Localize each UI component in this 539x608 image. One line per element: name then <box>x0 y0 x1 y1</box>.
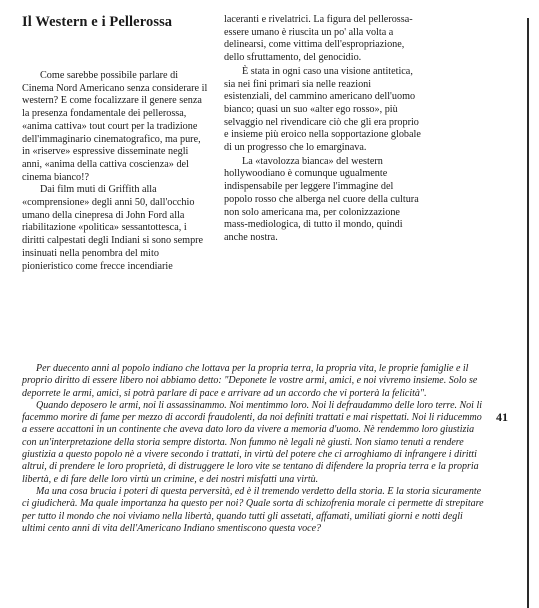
right-column <box>224 14 421 245</box>
right-paragraph-3: La «tavolozza bianca» del western hollywoodiano è comunque ugualmente indispensabile per leggere l'immagine del popolo rosso che alberga nel cuore della cultura non solo americana ma, per colonizzazione mass-mediologica, di tutto il mondo, quindi anche nostra. <box>224 155 419 243</box>
right-paragraph-1: laceranti e rivelatrici. La figura del pellerossa-essere umano è riuscita un po' alla volta a delinearsi, come vittima dell'espropriazione, dello sfruttamento, del genocidio. <box>224 14 413 64</box>
margin-rule <box>527 18 529 608</box>
article-title: Il Western e i Pellerossa <box>22 14 173 30</box>
quote-paragraph-1: Per duecento anni al popolo indiano che lottava per la propria terra, la propria vita, le proprie famiglie e il proprio diritto di essere libero noi abbiamo detto: "Deponete le vostre armi, amici, e noi vivremo insieme. Solo se deporrete le armi, amici, si potrà parlare di pace e arrivare ad un accordo che vi porterà la felicità". <box>22 363 478 399</box>
left-column <box>22 70 210 273</box>
quote-paragraph-3: Ma una cosa brucia i poteri di questa perversità, ed è il tremendo verdetto della storia. E la storia sicuramente ci giudicherà. Ma quale importanza ha questo per noi? Quale sorta di schizofrenia morale ci permette di strepitare per tutto il mondo che noi viviamo nella libertà, quando tutti gli assetati, affamati, umiliati giorni e notti degli ultimi cento anni di vita dell'Americano Indiano smentiscono questa voce? <box>22 485 484 534</box>
quote-paragraph-2: Quando deposero le armi, noi li assassinammo. Noi mentimmo loro. Noi li defraudammo delle loro terre. Noi li facemmo morire di fame per mezzo di accordi fraudolenti, da noi definiti trattati e mai rispettati. Noi li riducemmo a essere accattoni in un continente che aveva dato loro da vivere a memoria d'uomo. Nè rendemmo loro giustizia con un'interpretazione della storia sempre distorta. Non fummo nè legali nè giusti. Non siamo tenuti a rendere giustizia a questo popolo nè a vivere secondo i trattati, in virtù del potere che ci arroghiamo di infrangere i diritti altrui, di prendere le loro proprietà, di distruggere le loro vite se tentano di difendere la propria terra e la propria libertà, e di fare delle loro virtù un crimine, e dei nostri misfatti una virtù. <box>22 399 483 485</box>
left-paragraph-1: Come sarebbe possibile parlare di Cinema Nord Americano senza considerare il western? E come focalizzare il genere senza la presenza fondamentale dei pellerossa, «anima cattiva» tout court per la tradizione dell'immaginario cinematografico, ma pure, in «riserve» espressive disseminate negli anni, «anima della cattiva coscienza» del cinema bianco!? <box>22 70 208 183</box>
quote-block <box>22 363 486 535</box>
right-paragraph-2: È stata in ogni caso una visione antitetica, sia nei fini primari sia nelle reazioni esistenziali, del cammino americano dell'uomo bianco; quasi un suo «alter ego rosso», più selvaggio nel rivendicare ciò che gli era proprio e insieme più eroico nella sopportazione globale di un progresso che lo emarginava. <box>224 65 421 154</box>
page-number: 41 <box>496 410 508 424</box>
left-paragraph-2: Dai film muti di Griffith alla «comprensione» degli anni 50, dall'occhio umano della cinepresa di John Ford alla riabilitazione «politica» sessantottesca, i diritti calpestati degli Indiani si sono sempre insinuati nella penombra del mito pionieristico come frecce incendiarie <box>22 184 204 272</box>
